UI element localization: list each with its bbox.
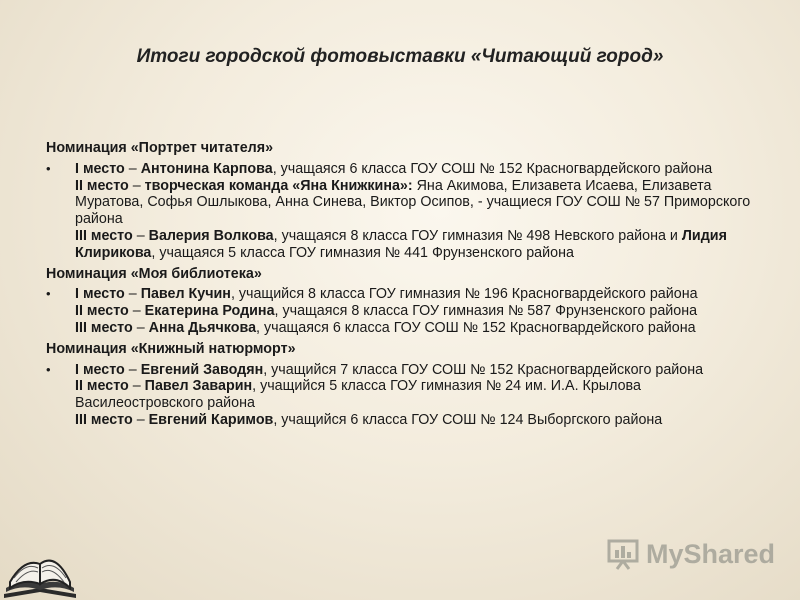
place-entry	[75, 320, 756, 337]
winner-name: Евгений Заводян	[140, 361, 264, 378]
bullet-icon: •	[46, 160, 51, 176]
place-dash: –	[124, 361, 141, 378]
presentation-icon	[606, 537, 640, 571]
place-dash: –	[124, 286, 141, 303]
winner-details: , учащаяся 6 класса ГОУ СОШ № 152 Красногвардейского района	[272, 160, 713, 177]
place-label: III место	[75, 411, 133, 428]
winner-details: , учащаяся 5 класса ГОУ гимназия № 441 Фрунзенского района	[151, 244, 574, 261]
place-entry	[75, 412, 756, 429]
winner-name: Екатерина Родина	[144, 303, 275, 320]
place-dash: –	[128, 303, 145, 320]
place-label: III место	[75, 319, 133, 336]
winner-details: , учащийся 6 класса ГОУ СОШ № 124 Выборгского района	[273, 411, 663, 428]
logo-text: MyShared	[646, 538, 776, 569]
place-label: II место	[75, 177, 129, 194]
place-label: III место	[75, 227, 133, 244]
winner-name: Валерия Волкова	[148, 227, 274, 244]
open-book-icon	[0, 538, 80, 600]
nomination-places	[46, 286, 756, 336]
place-label: I место	[75, 286, 125, 303]
bullet-icon: •	[46, 286, 51, 302]
nomination-heading: Номинация «Моя библиотека»	[46, 265, 262, 282]
place-dash: –	[128, 378, 145, 395]
place-label: II место	[75, 303, 129, 320]
place-entry	[75, 362, 756, 379]
winner-details: , учащаяся 6 класса ГОУ СОШ № 152 Красногвардейского района	[256, 319, 696, 336]
results-content	[46, 140, 756, 433]
place-dash: –	[132, 319, 149, 336]
place-dash: –	[132, 227, 149, 244]
winner-details: , учащийся 8 класса ГОУ гимназия № 196 Красногвардейского района	[230, 286, 698, 303]
winner-name: Павел Заварин	[144, 378, 253, 395]
winner-name: творческая команда «Яна Книжкина»:	[144, 177, 413, 194]
winner-name: Анна Дьячкова	[148, 319, 257, 336]
winner-details: , учащаяся 8 класса ГОУ гимназия № 587 Фрунзенского района	[274, 303, 698, 320]
place-entry	[75, 161, 756, 178]
winner-details: , учащийся 5 класса ГОУ гимназия № 24 им. И.А. Крылова Василеостровского района	[75, 378, 641, 412]
winner-name: Антонина Карпова	[140, 160, 273, 177]
place-entry	[75, 303, 756, 320]
winner-name: Павел Кучин	[140, 286, 231, 303]
place-label: I место	[75, 160, 125, 177]
place-label: II место	[75, 378, 129, 395]
place-entry	[75, 178, 756, 228]
myshared-logo	[606, 536, 775, 572]
place-dash: –	[124, 160, 141, 177]
bullet-icon: •	[46, 361, 51, 377]
nomination-heading: Номинация «Книжный натюрморт»	[46, 340, 296, 357]
page-title: Итоги городской фотовыставки «Читающий город»	[136, 46, 664, 67]
place-label: I место	[75, 361, 125, 378]
place-entry	[75, 286, 756, 303]
place-dash: –	[128, 177, 145, 194]
winner-details: , учащийся 7 класса ГОУ СОШ № 152 Красногвардейского района	[263, 361, 704, 378]
winner-details: , учащаяся 8 класса ГОУ гимназия № 498 Невского района и	[273, 227, 682, 244]
place-entry	[75, 378, 756, 412]
nomination-places	[46, 362, 756, 429]
place-entry	[75, 228, 756, 262]
nomination-heading: Номинация «Портрет читателя»	[46, 140, 274, 156]
winner-details: Яна Акимова, Елизавета Исаева, Елизавета Муратова, Софья Ошлыкова, Анна Синева, Виктор Осипов, - учащиеся ГОУ СОШ № 57 Приморского района	[75, 177, 751, 228]
winner-name: Евгений Каримов	[148, 411, 274, 428]
nomination-places	[46, 161, 756, 262]
place-dash: –	[132, 411, 149, 428]
winner-name: Лидия Клирикова	[75, 227, 727, 261]
